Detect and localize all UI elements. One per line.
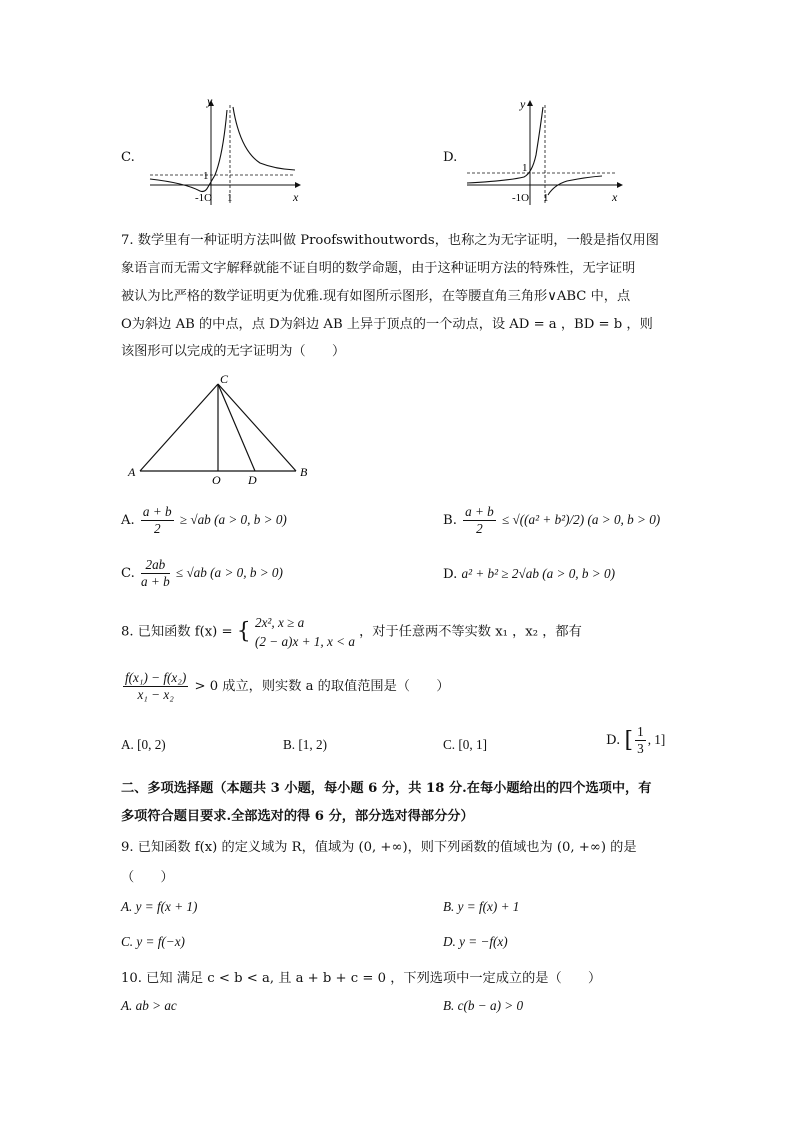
q8-option-d[interactable]: D. [ $\frac{1}{3}$ , 1] [606, 724, 666, 756]
q8-case-2: (2 − a)x + 1, x < a [254, 634, 355, 649]
point-o: O [212, 473, 221, 487]
origin-label: -1O [512, 192, 530, 204]
q8-option-c[interactable]: C. [0, 1] [443, 737, 487, 752]
section2-line-2: 多项符合题目要求.全部选对的得 6 分，部分选对得部分分） [121, 809, 474, 824]
q8-option-a[interactable]: A. [0, 2) [121, 737, 166, 752]
q9-option-d[interactable]: D. y = −f(x) [443, 934, 508, 949]
q7-line-5: 该图形可以完成的无字证明为（ ） [121, 344, 346, 359]
triangle-figure [120, 368, 320, 490]
q8-option-b[interactable]: B. [1, 2) [283, 737, 327, 752]
q10-line-1: 10. 已知 满足 c < b < a, 且 a + b + c = 0 ，下列选项中一定成立的是（ ） [121, 971, 602, 986]
option-c-label: C. [121, 150, 135, 165]
vertex-a: A [128, 465, 136, 479]
option-d-label: D. [443, 150, 458, 165]
section2-line-1: 二、多项选择题（本题共 3 小题，每小题 6 分，共 18 分.在每小题给出的四个选项中，有 [121, 781, 652, 796]
q9-line-1: 9. 已知函数 f(x) 的定义域为 R，值域为 (0, +∞)，则下列函数的值域也为 (0, +∞) 的是 [121, 840, 637, 855]
y-label: y [520, 97, 526, 111]
q9-line-2: （ ） [121, 870, 174, 885]
q7-option-c[interactable]: C. $\frac{2ab}{a + b}$ ≤ √ab (a > 0, b > 0) [121, 557, 283, 589]
q7-option-a[interactable]: A. $\frac{a + b}{2}$ ≥ √ab (a > 0, b > 0) [121, 504, 287, 536]
q8-stem: 8. 已知函数 f(x) = { 2x², x ≥ a (2 − a)x + 1, x < a ，对于任意两不等实数 x₁ ，x₂ ，都有 [121, 615, 582, 649]
x-label: x [293, 190, 299, 204]
graph-option-d [462, 95, 627, 210]
q9-option-a[interactable]: A. y = f(x + 1) [121, 899, 198, 914]
q7-option-b[interactable]: B. $\frac{a + b}{2}$ ≤ √((a² + b²)/2) (a > 0, b > 0) [443, 504, 661, 536]
origin-label: -1O [195, 192, 213, 204]
q7-line-2: 象语言而无需文字解释就能不证自明的数学命题，由于这种证明方法的特殊性，无字证明 [121, 261, 636, 276]
q9-option-c[interactable]: C. y = f(−x) [121, 934, 185, 949]
q8-condition: $\frac{\text{f(x₁) − f(x₂)}}{\text{x₁ − x₂}}$ > 0 成立，则实数 a 的取值范围是（ ） [125, 670, 450, 702]
x-label: x [612, 190, 618, 204]
q9-option-b[interactable]: B. y = f(x) + 1 [443, 899, 520, 914]
tick-one-y: 1 [203, 170, 209, 182]
curve-right [233, 107, 295, 170]
curve-left [150, 110, 227, 192]
graph-option-c [145, 95, 305, 210]
y-label: y [207, 95, 213, 108]
tick-one-x: 1 [227, 192, 233, 204]
q10-option-b[interactable]: B. c(b − a) > 0 [443, 998, 524, 1013]
q7-line-1: 7. 数学里有一种证明方法叫做 Proofswithoutwords，也称之为无字证明，一般是指仅用图 [121, 233, 659, 248]
tick-one-x: 1 [543, 192, 549, 204]
vertex-b: B [300, 465, 308, 479]
q10-option-a[interactable]: A. ab > ac [121, 998, 177, 1013]
point-d: D [248, 473, 257, 487]
q7-line-4: O为斜边 AB 的中点，点 D为斜边 AB 上异于顶点的一个动点，设 AD = a ，BD = b ，则 [121, 317, 653, 332]
curve-left [467, 107, 543, 183]
q8-case-1: 2x², x ≥ a [254, 615, 305, 630]
tick-one-y: 1 [522, 162, 528, 174]
q7-line-3: 被认为比严格的数学证明更为优雅.现有如图所示图形，在等腰直角三角形∨ABC 中，点 [121, 289, 631, 304]
vertex-c: C [220, 372, 229, 386]
q7-option-d[interactable]: D. a² + b² ≥ 2√ab (a > 0, b > 0) [443, 566, 615, 582]
